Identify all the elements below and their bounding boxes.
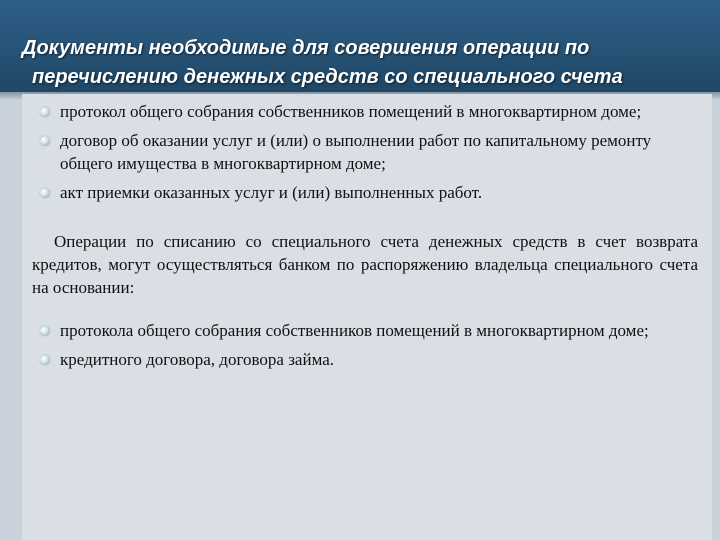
list-item [30, 348, 700, 371]
list-item-text: акт приемки оказанных услуг и (или) выполненных работ. [60, 183, 483, 202]
list-item [30, 181, 700, 204]
credit-documents-list [30, 319, 700, 371]
documents-list [30, 100, 700, 204]
bullet-icon [40, 136, 50, 146]
list-item [30, 129, 700, 175]
bullet-icon [40, 107, 50, 117]
slide-title [22, 34, 720, 92]
title-line-1: Документы необходимые для совершения операции по [22, 37, 590, 59]
list-item [30, 319, 700, 342]
title-line-2: перечислению денежных средств со специального счета [32, 66, 623, 88]
bullet-icon [40, 355, 50, 365]
body-paragraph: Операции по списанию со специального счета денежных средств в счет возврата кредитов, могут осуществляться банком по распоряжению владельца специального счета на основании: [32, 232, 698, 297]
bullet-icon [40, 188, 50, 198]
list-item-text: протокола общего собрания собственников помещений в многоквартирном доме; [60, 321, 649, 340]
bullet-icon [40, 326, 50, 336]
list-item-text: договор об оказании услуг и (или) о выполнении работ по капитальному ремонту общего имущества в многоквартирном доме; [60, 131, 652, 173]
list-item-text: протокол общего собрания собственников помещений в многоквартирном доме; [60, 102, 642, 121]
list-item-text: кредитного договора, договора займа. [60, 350, 335, 369]
slide-body [30, 100, 700, 377]
list-item [30, 100, 700, 123]
